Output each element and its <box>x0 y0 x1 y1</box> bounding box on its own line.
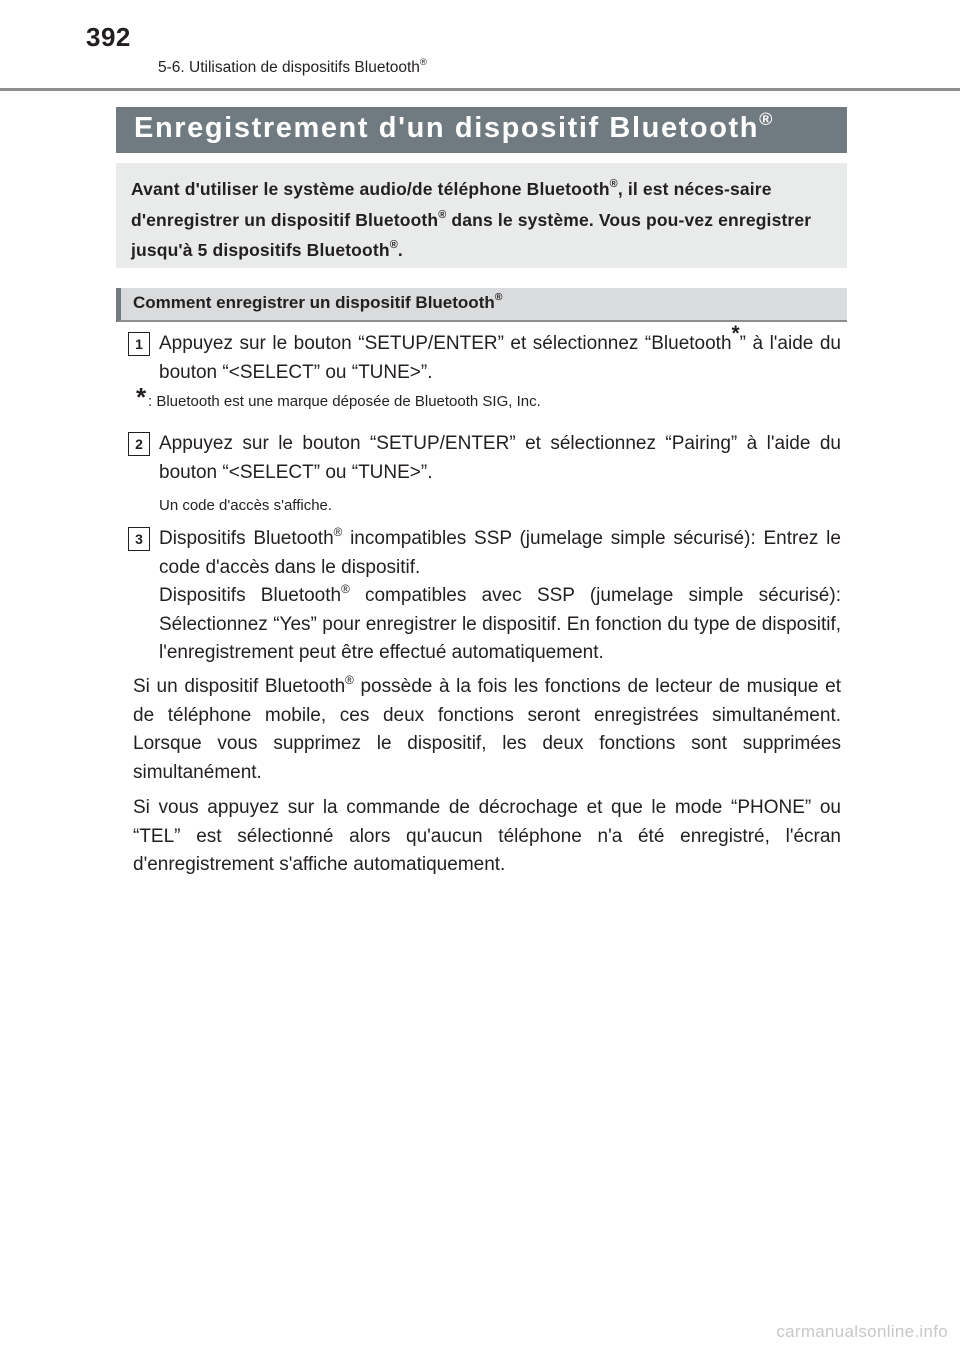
subheading-label: Comment enregistrer un dispositif Bluetooth <box>133 293 495 312</box>
step-2-note: Un code d'accès s'affiche. <box>159 497 333 514</box>
subheading-text <box>133 293 503 312</box>
step-text-part: incompatibles SSP (jumelage simple sécurisé): Entrez le code d'accès dans le dispositif. <box>159 528 841 578</box>
registered-mark: ® <box>419 56 427 68</box>
registered-mark: ® <box>494 291 503 304</box>
intro-text <box>131 174 833 266</box>
intro-box <box>116 163 847 268</box>
registered-mark: ® <box>759 108 774 129</box>
step-2-text: Appuyez sur le bouton “SETUP/ENTER” et sélectionnez “Pairing” à l'aide du bouton “<SELECT” ou “TUNE>”. <box>159 433 841 483</box>
step-1-text <box>159 321 841 387</box>
body-paragraph-2: Si vous appuyez sur la commande de décrochage et que le mode “PHONE” ou “TEL” est sélectionné alors qu'aucun téléphone n'a été enregistré, l'écran d'enregistrement s'affiche automatiquement. <box>133 797 841 875</box>
step-text-part: ” à l'aide du bouton “<SELECT” ou “TUNE>”. <box>159 333 841 383</box>
body-paragraph-1 <box>133 673 841 787</box>
step-3-text-b <box>159 582 841 668</box>
footnote-text: : Bluetooth est une marque déposée de Bluetooth SIG, Inc. <box>148 393 541 410</box>
paragraph-text-part: possède à la fois les fonctions de lecteur de musique et de téléphone mobile, ces deux fonctions seront enregistrées simultanément. Lorsque vous supprimez le dispositif, les deux fonctions sont supprimées simultanément. <box>133 676 841 783</box>
step-text-part: compatibles avec SSP (jumelage simple sécurisé): Sélectionnez “Yes” pour enregistrer le dispositif. En fonction du type de dispositif, l'enregistrement peut être effectué automatiquement. <box>159 585 841 663</box>
registered-mark: ® <box>438 208 447 221</box>
page-number: 392 <box>86 22 131 52</box>
site-watermark: carmanualsonline.info <box>776 1322 948 1341</box>
intro-text-part: . <box>397 240 403 260</box>
step-number-badge: 1 <box>128 332 150 356</box>
paragraph-text-part: Si un dispositif Bluetooth <box>133 676 346 697</box>
registered-mark: ® <box>345 673 354 687</box>
registered-mark: ® <box>341 582 350 596</box>
registered-mark: ® <box>609 178 618 191</box>
intro-text-part: dans le système. Vous pou-vez enregistrer jusqu'à 5 dispositifs Bluetooth <box>131 209 812 260</box>
header-divider <box>0 88 960 91</box>
step-text-part: Appuyez sur le bouton “SETUP/ENTER” et sélectionnez “Bluetooth <box>159 333 732 354</box>
page-title <box>116 107 847 153</box>
step-number-badge: 2 <box>128 432 150 456</box>
step-number-badge: 3 <box>128 527 150 551</box>
registered-mark: ® <box>333 525 343 539</box>
section-path-text: 5-6. Utilisation de dispositifs Bluetooth <box>158 59 420 76</box>
subheading <box>116 288 847 322</box>
intro-text-part: Avant d'utiliser le système audio/de téléphone Bluetooth <box>131 179 610 199</box>
registered-mark: ® <box>389 239 398 252</box>
asterisk-mark: * <box>731 321 740 345</box>
page-header <box>0 0 960 92</box>
footnote-asterisk: * <box>136 382 147 412</box>
intro-text-part: , il est néces-saire d'enregistrer un dispositif Bluetooth <box>131 179 772 230</box>
step-text-part: Dispositifs Bluetooth <box>159 528 334 549</box>
step-text-part: Dispositifs Bluetooth <box>159 585 342 606</box>
page-title-text: Enregistrement d'un dispositif Bluetooth <box>134 112 760 144</box>
section-path <box>158 56 427 77</box>
step-3-text-a <box>159 525 841 582</box>
